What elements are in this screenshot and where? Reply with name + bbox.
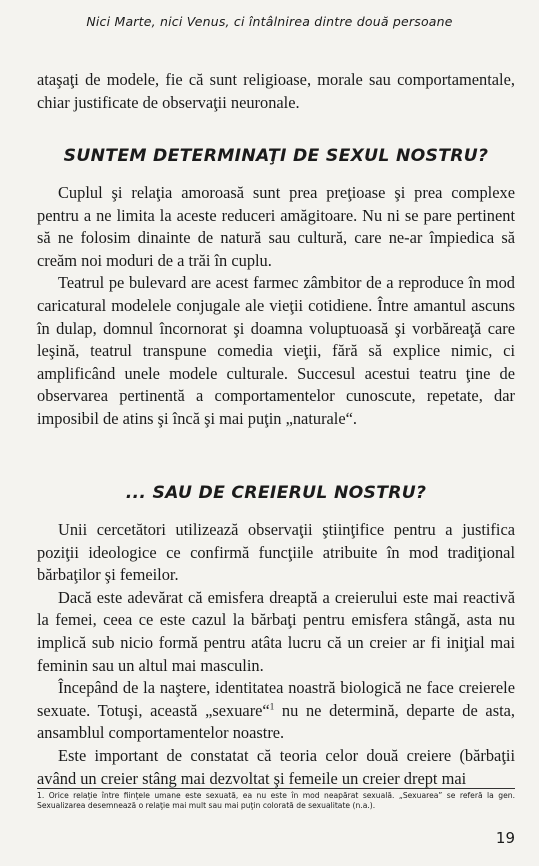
footnote-divider [37, 788, 515, 789]
page-number: 19 [495, 829, 515, 847]
intro-block [37, 69, 515, 114]
paragraph-cuplul: Cuplul şi relaţia amoroasă sunt prea preţioase şi prea complexe pentru a ne limita la aceste reduceri amăgitoare. Nu ni se pare pertinent să ne folosim dinainte de natură sau cultură, care ne-ar împiedica să creăm noi moduri de a trăi în cuplu. [37, 183, 515, 270]
footnote: 1. Orice relaţie între fiinţele umane este sexuată, ea nu este în mod neapărat sexuală. „Sexuarea” se referă la gen. Sexualizarea desemnează o relaţie mai mult sau mai puţin colorată de sexualitate (n.a.). [37, 791, 515, 811]
paragraph-emisfera: Dacă este adevărat că emisfera dreaptă a creierului este mai reactivă la femei, ceea ce este cazul la bărbaţi pentru emisfera stângă, asta nu implică sub nicio formă pentru atâta lucru că un creier ar fi iniţial mai feminin sau un altul mai masculin. [37, 587, 515, 675]
running-head: Nici Marte, nici Venus, ci întâlnirea dintre două persoane [86, 14, 453, 29]
paragraph-nastere-text-end: nu ne determină, departe de asta, ansamblul comportamentelor noastre. [37, 700, 515, 743]
section-heading-sex: SUNTEM DETERMINAŢI DE SEXUL NOSTRU? [63, 146, 489, 166]
section-heading-creier: ... SAU DE CREIERUL NOSTRU? [125, 483, 427, 503]
paragraph-nastere-text: Începând de la naştere, identitatea noastră biologică ne face creierele sexuate. Totuşi, această „sexuare“ [37, 678, 515, 720]
paragraph-intro: ataşaţi de modele, fie că sunt religioase, morale sau comportamentale, chiar justificate de observaţii neuronale. [37, 70, 515, 112]
paragraph-nastere [37, 677, 515, 745]
paragraph-teatrul: Teatrul pe bulevard are acest farmec zâmbitor de a reproduce în mod caricatural modelele conjugale ale vieţii cotidiene. Între amantul ascuns în dulap, domnul încornorat şi doamna voluptuoasă şi vorbăreaţă care leşină, teatrul transpune comedia vieţii, fără să explice nimic, ci amplificând unele modele culturale. Succesul acestui teatru ţine de observarea pertinentă a comportamentelor cunoscute, repetate, dar imposibil de atins şi încă şi mai puţin „naturale“. [37, 273, 515, 428]
paragraph-teoria: Este important de constatat că teoria celor două creiere (bărbaţii având un creier stâng mai dezvoltat şi femeile un creier drept mai [37, 745, 515, 788]
section2-body [37, 519, 515, 790]
footnote-ref[interactable]: 1 [269, 701, 275, 712]
paragraph-cercetatori: Unii cercetători utilizează observaţii ştiinţifice pentru a justifica poziţii ideologice ce confirmă funcţiile atribuite în mod tradiţional bărbaţilor şi femeilor. [37, 520, 515, 585]
section1-body [37, 182, 515, 431]
